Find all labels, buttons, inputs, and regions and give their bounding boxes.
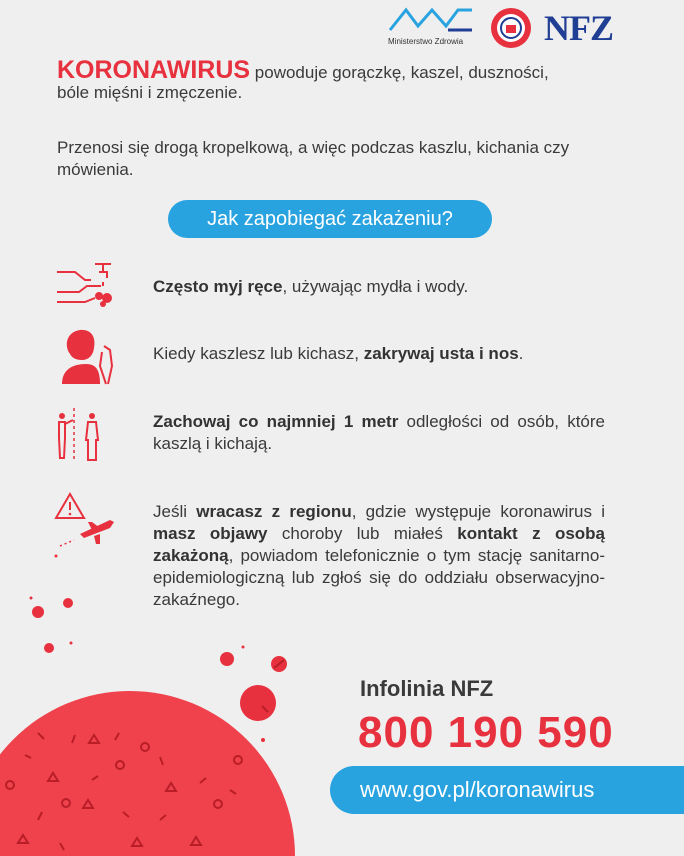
tip4-p4: , powiadom telefonicznie o tym stację sanitarno-epidemiologiczną lub zgłoś się do oddziału obserwacyjno-zakaźnego. — [153, 546, 605, 609]
tip3-rest: odległości od osób, które kaszlą i kichają. — [153, 412, 605, 453]
tip4-b2: masz objawy — [153, 524, 268, 543]
intro-line1-rest: powoduje gorączkę, kaszel, duszności, — [250, 63, 549, 82]
travel-warning-icon — [54, 492, 116, 558]
tip4-b3: kontakt z osobą zakażoną — [153, 524, 606, 565]
tip4-b1: wracasz z regionu — [196, 502, 352, 521]
ministry-mark-icon — [388, 4, 476, 34]
intro-line2: bóle mięśni i zmęczenie. — [57, 83, 243, 102]
tip4-p1: Jeśli — [153, 502, 197, 521]
tip2-post: . — [518, 344, 524, 363]
tip1-rest: , używając mydła i wody. — [282, 277, 469, 296]
hand-washing-icon — [55, 258, 117, 310]
ministry-caption: Ministerstwo Zdrowia — [388, 37, 464, 46]
tip2-bold: zakrywaj usta i nos — [363, 344, 519, 363]
tip4-p2: , gdzie występuje koronawirus i — [351, 502, 606, 521]
hotline-phone-number[interactable]: 800 190 590 — [358, 708, 614, 757]
transmission-text: Przenosi się drogą kropelkową, a więc podczas kaszlu, kichania czy mówienia. — [57, 138, 570, 179]
tip-keep-distance — [153, 411, 605, 455]
tip-wash-hands — [153, 276, 605, 298]
tip-report-symptoms — [153, 501, 605, 611]
website-link[interactable]: www.gov.pl/koronawirus — [330, 766, 684, 814]
tip3-bold: Zachowaj co najmniej 1 metr — [153, 412, 399, 431]
nfz-logo — [544, 8, 624, 48]
tip2-pre: Kiedy kaszlesz lub kichasz, — [153, 344, 364, 363]
covering-cough-icon — [56, 326, 118, 386]
prevention-question-pill: Jak zapobiegać zakażeniu? — [168, 200, 492, 238]
keep-distance-icon — [54, 408, 106, 462]
nfz-logo-text: NFZ — [544, 8, 613, 48]
tip4-p3: choroby lub miałeś — [267, 524, 458, 543]
ministry-of-health-logo — [388, 4, 478, 52]
intro-text — [57, 56, 617, 103]
tip-cover-mouth — [153, 343, 605, 365]
logos-bar — [388, 4, 624, 52]
infolinia-label: Infolinia NFZ — [360, 676, 494, 701]
tip1-bold: Często myj ręce — [153, 277, 283, 296]
sanepid-seal-icon — [490, 7, 532, 49]
koronawirus-keyword: KORONAWIRUS — [57, 56, 251, 84]
